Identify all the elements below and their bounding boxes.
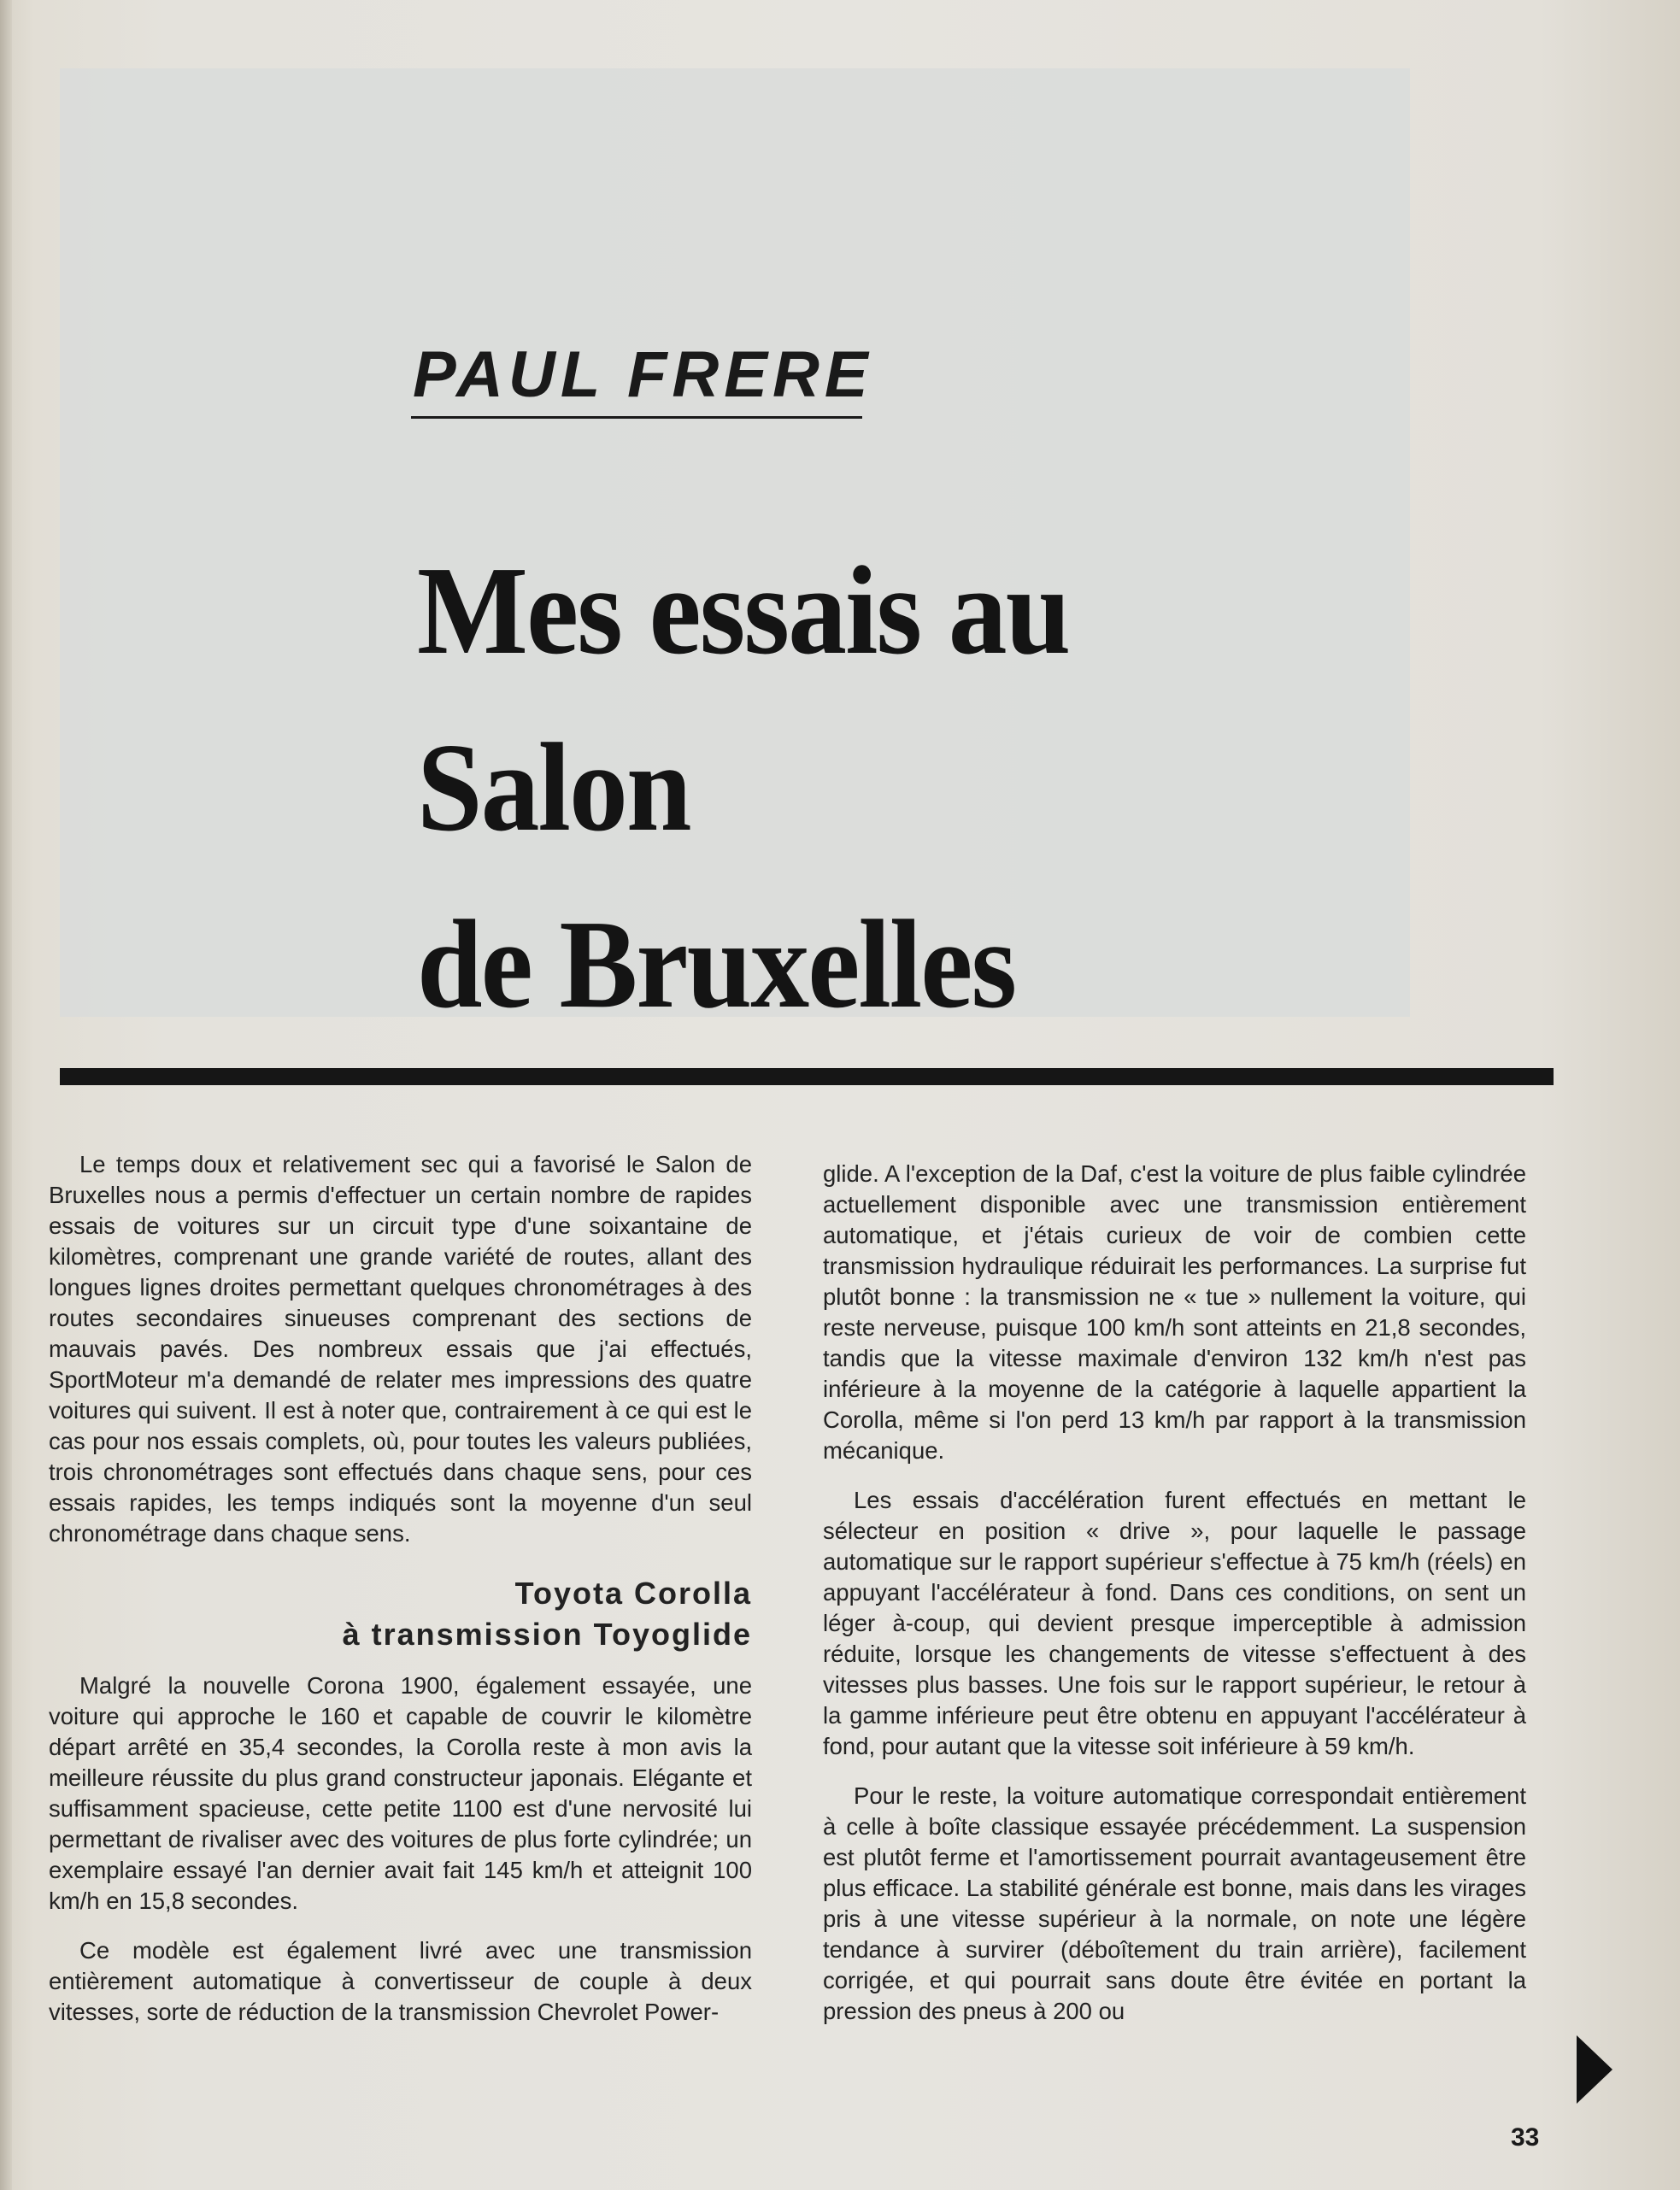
article-title	[417, 523, 1371, 1054]
title-line-3: de Bruxelles	[417, 895, 1016, 1035]
right-column	[823, 1159, 1526, 2046]
intro-paragraph: Le temps doux et relativement sec qui a favorisé le Salon de Bruxelles nous a permis d'effectuer un certain nombre de rapides essais de voitures sur un circuit type d'une soixantaine de kilomètres, comprenant une grande variété de routes, allant des longues lignes droites permettant quelques chronométrages à des routes secondaires sinueuses comprenant des sections de mauvais pavés. Des nombreux essais que j'ai effectués, SportMoteur m'a demandé de relater mes impressions des quatre voitures qui suivent. Il est à noter que, contrairement à ce qui est le cas pour nos essais complets, où, pour toutes les valeurs publiées, trois chronométrages sont effectués dans chaque sens, pour ces essais rapides, les temps indiqués sont la moyenne d'un seul chronométrage dans chaque sens.	[49, 1151, 752, 1547]
body-paragraph: glide. A l'exception de la Daf, c'est la voiture de plus faible cylindrée actuellement disponible avec une transmission entièrement automatique, et j'étais curieux de voir de combien cette transmission hydraulique réduirait les performances. La surprise fut plutôt bonne : la transmission ne « tue » nullement la voiture, qui reste nerveuse, puisque 100 km/h sont atteints en 21,8 secondes, tandis que la vitesse maximale d'environ 132 km/h n'est pas inférieure à la moyenne de la catégorie à laquelle appartient la Corolla, même si l'on perd 13 km/h par rapport à la transmission mécanique.	[823, 1160, 1526, 1464]
body-paragraph: Malgré la nouvelle Corona 1900, également essayée, une voiture qui approche le 160 et capable de couvrir le kilomètre départ arrêté en 35,4 secondes, la Corolla reste à mon avis la meilleure réussite du plus grand constructeur japonais. Elégante et suffisamment spacieuse, cette petite 1100 est d'une nervosité lui permettant de rivaliser avec des voitures de plus forte cylindrée; un exemplaire essayé l'an dernier avait fait 145 km/h et atteignit 100 km/h en 15,8 secondes.	[49, 1672, 752, 1914]
author-name: PAUL FRERE	[413, 338, 873, 411]
page-number: 33	[1511, 2123, 1540, 2152]
section-subheading	[49, 1573, 752, 1655]
title-line-1: Mes essais au	[417, 541, 1070, 681]
body-paragraph: Ce modèle est également livré avec une transmission entièrement automatique à convertisseur de couple à deux vitesses, sorte de réduction de la transmission Chevrolet Power-	[49, 1937, 752, 2025]
body-paragraph: Les essais d'accélération furent effectués en mettant le sélecteur en position « drive », pour laquelle le passage automatique sur le rapport supérieur s'effectue à 75 km/h (réels) en appuyant l'accélérateur à fond. Dans ces conditions, on sent un léger à-coup, qui devient presque imperceptible à admission réduite, lorsque les changements de vitesse s'effectuent à des vitesses plus basses. Une fois sur le rapport supérieur, le retour à la gamme inférieure peut être obtenu en appuyant l'accélérateur à fond, pour autant que la vitesse soit inférieure à 59 km/h.	[823, 1487, 1526, 1759]
section-divider	[60, 1068, 1554, 1085]
title-line-2: Salon	[417, 718, 690, 858]
subheading-line-2: à transmission Toyoglide	[342, 1617, 752, 1652]
body-paragraph: Pour le reste, la voiture automatique correspondait entièrement à celle à boîte classique essayée précédemment. La suspension est plutôt ferme et l'amortissement pourrait avantageusement être plus efficace. La stabilité générale est bonne, mais dans les virages pris à une vitesse supérieur à la normale, on note une légère tendance à survirer (déboîtement du train arrière), facilement corrigée, et qui pourrait sans doute être évitée en portant la pression des pneus à 200 ou	[823, 1782, 1526, 2024]
page-binding-edge	[0, 0, 12, 2190]
author-underline	[411, 416, 862, 419]
left-column	[49, 1149, 752, 2046]
subheading-line-1: Toyota Corolla	[514, 1576, 752, 1611]
right-arrow-icon	[1577, 2035, 1612, 2104]
